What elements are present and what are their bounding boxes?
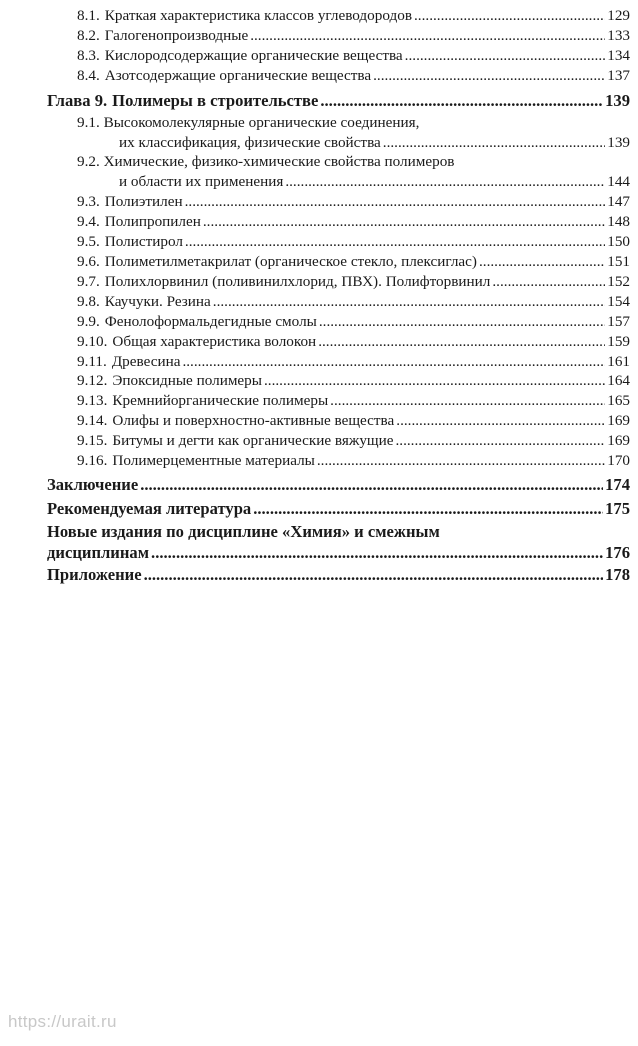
toc-item[interactable]: [47, 371, 630, 391]
page-number: 129: [607, 7, 630, 24]
item-number: 9.9.: [77, 312, 100, 330]
new-editions-title-line2: дисциплинам: [47, 542, 150, 562]
dot-leader: [253, 497, 603, 521]
page-number: 176: [605, 542, 630, 562]
page-number: 164: [607, 372, 630, 390]
dot-leader: [414, 6, 605, 26]
item-number: 9.10.: [77, 332, 108, 350]
new-editions-title-line1: Новые издания по дисциплине «Химия» и смежным: [47, 521, 440, 541]
item-title-line1: Высокомолекулярные органические соединения,: [103, 113, 420, 131]
dot-leader: [185, 232, 605, 252]
page-number: 154: [607, 292, 630, 310]
dot-leader: [144, 563, 604, 587]
page-number: 139: [605, 90, 630, 110]
page-number: 161: [607, 352, 630, 370]
toc-item[interactable]: [47, 411, 630, 431]
page-number: 134: [607, 46, 630, 64]
page-number: 152: [607, 272, 630, 290]
toc-item[interactable]: [47, 66, 630, 86]
page-number: 174: [605, 474, 630, 494]
toc-item[interactable]: [47, 26, 630, 46]
item-title: Полистирол: [104, 233, 183, 251]
item-number: 9.7.: [77, 272, 100, 290]
toc-item[interactable]: [47, 391, 630, 411]
item-number: 9.13.: [77, 392, 108, 410]
dot-leader: [319, 312, 605, 332]
dot-leader: [250, 26, 605, 46]
page-number: 137: [607, 66, 630, 84]
page-number: 165: [607, 392, 630, 410]
item-number: 8.1.: [77, 7, 100, 24]
page-number: 144: [607, 173, 630, 191]
dot-leader: [318, 332, 605, 352]
item-title: Краткая характеристика классов углеводородов: [104, 7, 412, 24]
toc-item[interactable]: [47, 272, 630, 292]
dot-leader: [203, 212, 605, 232]
toc-item[interactable]: [47, 352, 630, 372]
literature-title: Рекомендуемая литература: [47, 498, 252, 518]
item-number: 8.4.: [77, 66, 100, 84]
item-title: Полипропилен: [104, 213, 201, 231]
toc-item-line: [47, 152, 630, 172]
item-title-line2: их классификация, физические свойства: [119, 133, 381, 151]
dot-leader: [213, 292, 605, 312]
page-number: 159: [607, 332, 630, 350]
section-8-items: [47, 6, 630, 86]
page-number: 133: [607, 26, 630, 44]
item-number: 9.2.: [77, 153, 100, 171]
toc-item[interactable]: [47, 6, 630, 26]
toc-item[interactable]: [47, 312, 630, 332]
toc-chapter-9[interactable]: [47, 89, 630, 113]
item-number: 9.11.: [77, 352, 107, 370]
item-number: 9.3.: [77, 193, 100, 211]
item-number: 9.4.: [77, 213, 100, 231]
page-number: 170: [607, 452, 630, 470]
item-number: 9.14.: [77, 412, 108, 430]
chapter-title: Полимеры в строительстве: [112, 90, 319, 110]
dot-leader: [396, 411, 605, 431]
item-number: 9.5.: [77, 233, 100, 251]
page-number: 169: [607, 432, 630, 450]
item-title: Полихлорвинил (поливинилхлорид, ПВХ). Полифторвинил: [104, 272, 491, 290]
section-9-items: [47, 192, 630, 471]
dot-leader: [373, 66, 605, 86]
dot-leader: [151, 542, 603, 563]
dot-leader: [492, 272, 605, 292]
item-number: 9.12.: [77, 372, 108, 390]
item-title: Эпоксидные полимеры: [112, 372, 262, 390]
dot-leader: [479, 252, 605, 272]
item-number: 9.16.: [77, 452, 108, 470]
item-title: Кремнийорганические полимеры: [112, 392, 329, 410]
toc-new-editions[interactable]: [47, 521, 630, 563]
page-number: 175: [605, 498, 630, 518]
item-title: Древесина: [111, 352, 181, 370]
item-title: Азотсодержащие органические вещества: [104, 66, 372, 84]
appendix-title: Приложение: [47, 564, 142, 584]
item-title-line1: Химические, физико-химические свойства полимеров: [103, 153, 455, 171]
page-number: 157: [607, 312, 630, 330]
toc-item[interactable]: [47, 431, 630, 451]
item-title: Галогенопроизводные: [104, 26, 249, 44]
toc-item[interactable]: [47, 332, 630, 352]
toc-item[interactable]: [47, 232, 630, 252]
item-title: Фенолоформальдегидные смолы: [104, 312, 317, 330]
item-title-line2: и области их применения: [119, 173, 284, 191]
toc-item-line: [47, 542, 630, 563]
dot-leader: [395, 431, 605, 451]
toc-item-9-2[interactable]: [47, 152, 630, 192]
item-title: Полимерцементные материалы: [112, 452, 315, 470]
toc-item-line: [47, 113, 630, 133]
dot-leader: [182, 352, 605, 372]
item-number: 8.3.: [77, 46, 100, 64]
page-number: 147: [607, 193, 630, 211]
dot-leader: [320, 89, 603, 113]
dot-leader: [330, 391, 605, 411]
page-number: 148: [607, 213, 630, 231]
page-number: 139: [607, 133, 630, 151]
toc-conclusion[interactable]: [47, 473, 630, 497]
item-title: Битумы и дегти как органические вяжущие: [112, 432, 394, 450]
dot-leader: [405, 46, 606, 66]
conclusion-title: Заключение: [47, 474, 139, 494]
toc-item[interactable]: [47, 451, 630, 471]
dot-leader: [264, 371, 605, 391]
page-number: 169: [607, 412, 630, 430]
toc-item-line: [47, 172, 630, 192]
item-number: 9.8.: [77, 292, 100, 310]
toc-literature[interactable]: [47, 497, 630, 521]
page-number: 150: [607, 233, 630, 251]
toc-item[interactable]: [47, 212, 630, 232]
item-number: 8.2.: [77, 26, 100, 44]
table-of-contents: [47, 6, 630, 587]
toc-item[interactable]: [47, 292, 630, 312]
item-title: Полиметилметакрилат (органическое стекло, плексиглас): [104, 252, 477, 270]
toc-item[interactable]: [47, 192, 630, 212]
chapter-number: Глава 9.: [47, 90, 108, 110]
item-title: Каучуки. Резина: [104, 292, 211, 310]
item-number: 9.6.: [77, 252, 100, 270]
page-number: 151: [607, 252, 630, 270]
item-title: Полиэтилен: [104, 193, 183, 211]
toc-item-line: [47, 133, 630, 153]
item-number: 9.1.: [77, 113, 100, 131]
dot-leader: [383, 133, 605, 153]
item-title: Общая характеристика волокон: [112, 332, 317, 350]
item-number: 9.15.: [77, 432, 108, 450]
item-title: Олифы и поверхностно-активные вещества: [112, 412, 395, 430]
page-number: 178: [605, 564, 630, 584]
toc-item-9-1[interactable]: [47, 113, 630, 153]
item-title: Кислородсодержащие органические вещества: [104, 46, 403, 64]
footer-url[interactable]: https://urait.ru: [8, 1012, 117, 1031]
toc-item[interactable]: [47, 252, 630, 272]
dot-leader: [285, 172, 605, 192]
dot-leader: [185, 192, 606, 212]
dot-leader: [317, 451, 605, 471]
toc-appendix[interactable]: [47, 563, 630, 587]
dot-leader: [140, 473, 603, 497]
toc-item[interactable]: [47, 46, 630, 66]
